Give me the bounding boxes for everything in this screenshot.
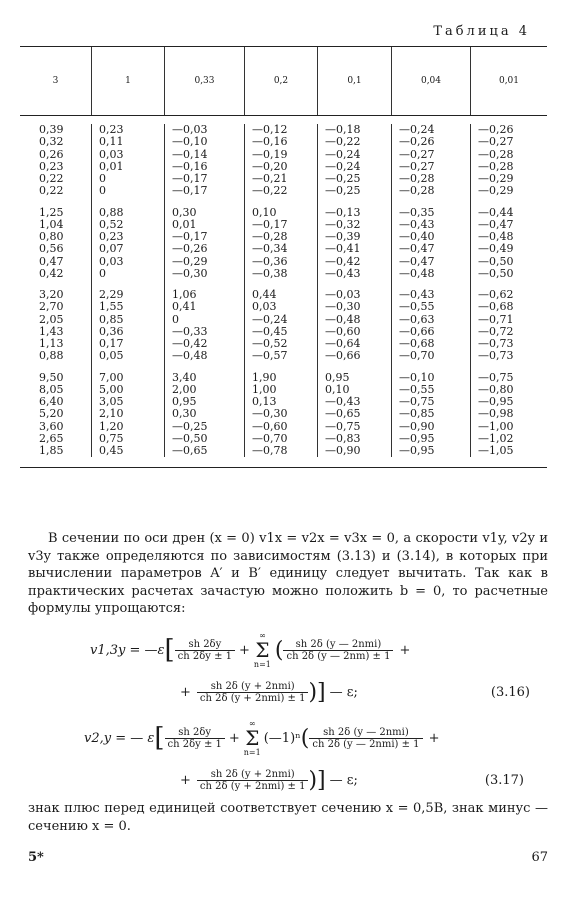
table-cell: —0,50 (172, 431, 208, 445)
table-cell: —0,25 (172, 419, 208, 433)
table-cell: —0,52 (252, 337, 288, 350)
table-cell: —0,47 (478, 217, 514, 231)
table-cell: —1,00 (478, 419, 514, 433)
table-cell: —0,95 (399, 431, 435, 445)
table-cell: 0,17 (99, 337, 124, 350)
body-text-2 (28, 800, 548, 835)
table-cell: —0,72 (478, 324, 514, 338)
table-cell: 1,55 (99, 300, 124, 314)
table-cell: —0,63 (399, 312, 435, 326)
eq2-frac-1: $\frac{sh 2\delta y}{ch 2\delta y \pm 1}$ (165, 727, 225, 750)
signature-mark: 5* (28, 850, 44, 865)
table-cell: —0,49 (478, 242, 514, 256)
table-cell: —0,35 (399, 205, 435, 219)
table-cell: —0,22 (252, 184, 288, 198)
table-cell: —0,55 (399, 300, 435, 314)
row-group (325, 124, 391, 198)
row-group (172, 207, 244, 281)
table-cell: 0,39 (39, 123, 64, 136)
table-cell: 2,65 (39, 431, 64, 445)
table-cell: —0,55 (399, 382, 435, 396)
table-cell: —0,28 (478, 147, 514, 161)
table-cell: 0,23 (39, 159, 64, 173)
table-cell: —1,05 (478, 444, 514, 457)
paragraph-2: знак плюс перед единицей соответствует сечению x = 0,5B, знак минус — сечению x = 0. (28, 801, 548, 834)
table-cell: —0,95 (399, 444, 435, 457)
table-cell: —0,21 (252, 172, 288, 185)
table-cell: —0,27 (399, 159, 435, 173)
table-cell: —0,12 (252, 123, 288, 136)
table-cell: —0,19 (252, 147, 288, 161)
table-cell: —0,75 (399, 395, 435, 408)
table-cell: 0,95 (325, 370, 350, 384)
table-cell: —0,64 (325, 337, 361, 350)
table-cell: —0,13 (325, 205, 361, 219)
table-cell: 3,60 (39, 419, 64, 433)
table-cell: 0,01 (172, 217, 197, 231)
table-cell: —0,45 (252, 324, 288, 338)
table-caption: Таблица 4 (433, 24, 530, 39)
table-cell: —0,70 (399, 349, 435, 363)
table-cell: 0,22 (39, 172, 64, 185)
table-cell: —0,18 (325, 123, 361, 136)
row-group (325, 372, 391, 458)
table-cell: 2,70 (39, 300, 64, 314)
table-cell: —0,17 (172, 172, 208, 185)
row-group (399, 124, 470, 198)
table-cell: 0,22 (39, 184, 64, 198)
table-cell: 0 (172, 312, 179, 326)
table-cell: 1,90 (252, 370, 277, 384)
table-cell: 1,25 (39, 205, 64, 219)
table-cell: —0,10 (172, 135, 208, 149)
equation-3-16: v1,3y = —ε [ $\frac{sh 2\delta y}{ch 2\delta y \pm 1}$ + ∞ Σ n=1 ( $\frac{\text{sh 2δ (y — 2nmi)}}{ch 2\delta (y — 2nm) \pm 1}$ + + $\frac{\text{sh 2δ (y + 2nmi)}}{\text{ch 2δ (y + 2nmi) ± 1}}$ )] — ε; (3.16) (90, 631, 530, 705)
table-cell: —0,28 (399, 172, 435, 185)
table-cell: 1,20 (99, 419, 124, 433)
table-cell: —1,02 (478, 431, 514, 445)
table-cell: —0,26 (478, 123, 514, 136)
column-header: 1 (91, 47, 164, 115)
table-cell: —0,38 (252, 266, 288, 280)
column-header: 0,2 (244, 47, 317, 115)
table-cell: —0,28 (252, 230, 288, 243)
table-cell: —0,43 (399, 288, 435, 301)
row-group (99, 289, 164, 363)
table-cell: —0,66 (399, 324, 435, 338)
eq2-lhs: v2,y = — ε (84, 730, 155, 746)
table-cell: —0,42 (325, 254, 361, 268)
eq2-tail: — ε; (329, 772, 358, 788)
table-cell: 0,75 (99, 431, 124, 445)
table-cell: —0,29 (478, 172, 514, 185)
table-cell: —0,68 (399, 337, 435, 350)
table-cell: 0,30 (172, 205, 197, 219)
table-cell: —0,22 (325, 135, 361, 149)
table-cell: 0,95 (172, 395, 197, 408)
row-group (478, 124, 547, 198)
table-cell: 1,85 (39, 444, 64, 457)
table-cell: 0 (99, 172, 106, 185)
table-cell: 0,01 (99, 159, 124, 173)
table-cell: —0,57 (252, 349, 288, 363)
table-cell: 1,00 (252, 382, 277, 396)
table-cell: —0,36 (252, 254, 288, 268)
table-cell: 5,00 (99, 382, 124, 396)
table-cell: 3,40 (172, 370, 197, 384)
eq2-sum-icon: ∞ Σ n=1 (243, 719, 261, 757)
table-cell: 0,23 (99, 230, 124, 243)
table-cell: —0,16 (172, 159, 208, 173)
table-cell: —0,48 (478, 230, 514, 243)
table-cell: —0,26 (172, 242, 208, 256)
row-group (252, 289, 317, 363)
table-cell: —0,47 (399, 242, 435, 256)
row-group (325, 289, 391, 363)
table-header (20, 47, 547, 116)
table-cell: 0,47 (39, 254, 64, 268)
table-cell: —0,27 (478, 135, 514, 149)
table-cell: —0,90 (399, 419, 435, 433)
table-cell: —0,73 (478, 349, 514, 363)
table-cell: 0,32 (39, 135, 64, 149)
row-group (99, 372, 164, 458)
column-header: 0,01 (470, 47, 547, 115)
row-group (399, 289, 470, 363)
table-cell: —0,33 (172, 324, 208, 338)
table-cell: —0,10 (399, 370, 435, 384)
row-group (399, 207, 470, 281)
table-cell: —0,71 (478, 312, 514, 326)
table-cell: 0 (99, 266, 106, 280)
table-cell: 0,44 (252, 288, 277, 301)
row-group (478, 207, 547, 281)
row-group (99, 207, 164, 281)
table-cell: —0,16 (252, 135, 288, 149)
table-cell: —0,44 (478, 205, 514, 219)
table-cell: —0,39 (325, 230, 361, 243)
row-group (399, 372, 470, 458)
table-cell: 1,04 (39, 217, 64, 231)
table-cell: 2,29 (99, 288, 124, 301)
row-group (325, 207, 391, 281)
table-cell: —0,98 (478, 407, 514, 421)
table-cell: —0,24 (252, 312, 288, 326)
table-cell: 0,26 (39, 147, 64, 161)
eq1-frac-1: $\frac{sh 2\delta y}{ch 2\delta y \pm 1}$ (175, 639, 235, 662)
table-cell: 0,10 (325, 382, 350, 396)
table-cell: 0,03 (99, 254, 124, 268)
table-cell: —0,24 (399, 123, 435, 136)
table-cell: —0,48 (325, 312, 361, 326)
data-table (20, 46, 547, 468)
row-group (39, 372, 91, 458)
row-group (39, 207, 91, 281)
table-body (20, 116, 547, 467)
table-cell: —0,68 (478, 300, 514, 314)
eq1-frac-3: $\frac{\text{sh 2δ (y + 2nmi)}}{\text{ch 2δ (y + 2nmi) ± 1}}$ (197, 681, 309, 704)
table-cell: —0,83 (325, 431, 361, 445)
table-cell: —0,75 (478, 370, 514, 384)
table-cell: 3,05 (99, 395, 124, 408)
table-cell: —0,80 (478, 382, 514, 396)
table-cell: 1,13 (39, 337, 64, 350)
table-cell: —0,30 (325, 300, 361, 314)
table-cell: —0,66 (325, 349, 361, 363)
table-cell: 0,10 (252, 205, 277, 219)
table-cell: —0,95 (478, 395, 514, 408)
row-group (172, 289, 244, 363)
paragraph-1: В сечении по оси дрен (x = 0) v1x = v2x = v3x = 0, а скорости v1y, v2y и v3y также определяются по зависимостям (3.13) и (3.14), в которых при вычислении параметров A′ и B′ единицу следует вычитать. Так как в практических расчетах зачастую можно положить b = 0, то расчетные формулы упрощаются: (28, 531, 548, 616)
body-text (28, 530, 548, 618)
table-column (91, 124, 164, 457)
table-cell: 1,43 (39, 324, 64, 338)
page-number: 67 (531, 850, 548, 865)
table-cell: —0,65 (172, 444, 208, 457)
table-cell: —0,03 (325, 288, 361, 301)
table-cell: —0,60 (252, 419, 288, 433)
table-cell: —0,26 (399, 135, 435, 149)
table-cell: 0,56 (39, 242, 64, 256)
table-cell: 0,03 (99, 147, 124, 161)
table-cell: 0,07 (99, 242, 124, 256)
table-cell: —0,29 (172, 254, 208, 268)
table-cell: —0,30 (172, 266, 208, 280)
table-cell: —0,14 (172, 147, 208, 161)
table-column (20, 124, 91, 457)
table-cell: —0,17 (172, 184, 208, 198)
table-cell: —0,43 (325, 266, 361, 280)
table-column (244, 124, 317, 457)
table-cell: —0,25 (325, 184, 361, 198)
table-cell: —0,28 (399, 184, 435, 198)
table-cell: 0,85 (99, 312, 124, 326)
table-cell: 0,41 (172, 300, 197, 314)
table-cell: 0,36 (99, 324, 124, 338)
eq2-frac-3: $\frac{\text{sh 2δ (y + 2nmi)}}{\text{ch 2δ (y + 2nmi) ± 1}}$ (197, 769, 309, 792)
row-group (252, 207, 317, 281)
table-cell: 0,88 (99, 205, 124, 219)
table-cell: —0,32 (325, 217, 361, 231)
table-cell: 0,80 (39, 230, 64, 243)
row-group (99, 124, 164, 198)
table-cell: —0,48 (399, 266, 435, 280)
row-group (478, 289, 547, 363)
table-cell: 2,05 (39, 312, 64, 326)
table-cell: —0,20 (252, 159, 288, 173)
table-cell: —0,25 (325, 172, 361, 185)
column-header: 0,1 (317, 47, 391, 115)
table-cell: 5,20 (39, 407, 64, 421)
table-cell: 2,00 (172, 382, 197, 396)
table-cell: 6,40 (39, 395, 64, 408)
row-group (39, 289, 91, 363)
column-header: 0,04 (391, 47, 470, 115)
row-group (39, 124, 91, 198)
table-cell: —0,60 (325, 324, 361, 338)
equation-3-17: v2,y = — ε [ $\frac{sh 2\delta y}{ch 2\delta y \pm 1}$ + ∞ Σ n=1 (—1)ⁿ ( $\frac{\text{sh 2δ (y — 2nmi)}}{\text{ch 2δ (y — 2nmi) ± 1}}$ + + $\frac{\text{sh 2δ (y + 2nmi)}}{\text{ch 2δ (y + 2nmi) ± 1}}$ )] — ε; (3.17) (84, 719, 524, 793)
table-cell: —0,27 (399, 147, 435, 161)
table-cell: 2,10 (99, 407, 124, 421)
table-cell: 9,50 (39, 370, 64, 384)
column-header: 0,33 (164, 47, 244, 115)
eq1-number: (3.16) (490, 684, 530, 700)
table-cell: —0,17 (172, 230, 208, 243)
table-cell: —0,62 (478, 288, 514, 301)
table-cell: —0,78 (252, 444, 288, 457)
table-cell: 0,05 (99, 349, 124, 363)
table-cell: —0,43 (399, 217, 435, 231)
table-cell: —0,65 (325, 407, 361, 421)
table-column (391, 124, 470, 457)
table-cell: 0,23 (99, 123, 124, 136)
table-cell: 8,05 (39, 382, 64, 396)
table-cell: 0,11 (99, 135, 124, 149)
table-cell: —0,85 (399, 407, 435, 421)
row-group (252, 372, 317, 458)
row-group (478, 372, 547, 458)
table-cell: —0,30 (252, 407, 288, 421)
table-cell: 0,52 (99, 217, 124, 231)
table-cell: —0,50 (478, 266, 514, 280)
table-cell: 3,20 (39, 288, 64, 301)
eq1-lhs: v1,3y = —ε (90, 642, 165, 658)
eq2-frac-2: $\frac{\text{sh 2δ (y — 2nmi)}}{\text{ch 2δ (y — 2nmi) ± 1}}$ (309, 727, 422, 750)
eq1-frac-2: $\frac{\text{sh 2δ (y — 2nmi)}}{ch 2\delta (y — 2nm) \pm 1}$ (283, 639, 393, 662)
row-group (252, 124, 317, 198)
table-cell: —0,24 (325, 159, 361, 173)
table-cell: —0,75 (325, 419, 361, 433)
table-cell: 0,13 (252, 395, 277, 408)
row-group (172, 124, 244, 198)
column-header: 3 (52, 76, 59, 86)
eq1-tail: — ε; (329, 684, 358, 700)
table-cell: —0,70 (252, 431, 288, 445)
table-cell: 1,06 (172, 288, 197, 301)
table-cell: —0,48 (172, 349, 208, 363)
eq1-sum-icon: ∞ Σ n=1 (253, 631, 271, 669)
table-cell: 7,00 (99, 370, 124, 384)
table-cell: —0,17 (252, 217, 288, 231)
table-cell: —0,43 (325, 395, 361, 408)
table-cell: —0,29 (478, 184, 514, 198)
table-cell: —0,24 (325, 147, 361, 161)
table-column (317, 124, 391, 457)
table-cell: 0,88 (39, 349, 64, 363)
table-cell: —0,41 (325, 242, 361, 256)
table-cell: 0,42 (39, 266, 64, 280)
table-cell: —0,73 (478, 337, 514, 350)
table-cell: 0,03 (252, 300, 277, 314)
table-cell: —0,40 (399, 230, 435, 243)
table-cell: 0 (99, 184, 106, 198)
table-cell: —0,47 (399, 254, 435, 268)
table-cell: 0,30 (172, 407, 197, 421)
table-column (164, 124, 244, 457)
table-cell: —0,03 (172, 123, 208, 136)
eq2-number: (3.17) (484, 772, 524, 788)
table-column (470, 124, 547, 457)
row-group (172, 372, 244, 458)
eq2-sign: (—1)ⁿ (263, 730, 301, 746)
table-cell: —0,28 (478, 159, 514, 173)
table-cell: —0,50 (478, 254, 514, 268)
table-cell: —0,90 (325, 444, 361, 457)
table-cell: —0,34 (252, 242, 288, 256)
table-cell: 0,45 (99, 444, 124, 457)
table-cell: —0,42 (172, 337, 208, 350)
